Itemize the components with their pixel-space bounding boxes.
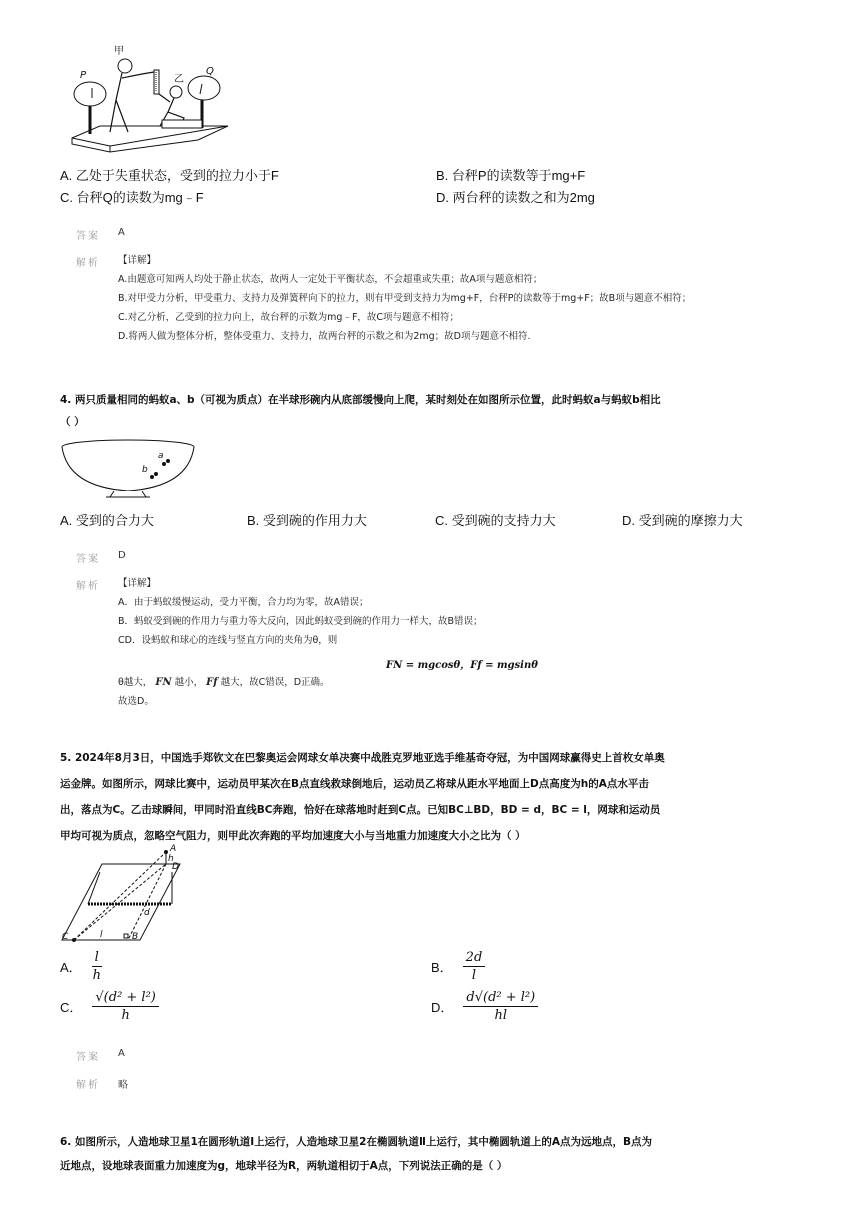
q5-stem [60, 747, 665, 851]
q5-analysis: 略 [118, 1080, 128, 1091]
q6-stem [60, 1131, 652, 1179]
q4-option-a[interactable]: A. 受到的合力大 [60, 513, 154, 528]
q5-option-a-numerator: l [92, 950, 102, 967]
q3-analysis-line: D.将两人做为整体分析，整体受重力、支持力，故两台秤的示数之和为2mg；故D项与题意不相符. [118, 331, 531, 342]
q4-option-b[interactable]: B. 受到碗的作用力大 [247, 513, 367, 528]
q3-label-yi: 乙 [174, 74, 184, 85]
q3-option-a[interactable]: A. 乙处于失重状态，受到的拉力小于F [60, 168, 279, 183]
q4-conclusion-fn: FN [155, 677, 172, 688]
q4-analysis [118, 577, 818, 653]
q5-stem-line: 5. 2024年8月3日，中国选手郑钦文在巴黎奥运会网球女单决赛中战胜克罗地亚选手维基奇夺冠，为中国网球赢得史上首枚女单奥 [60, 752, 665, 764]
q5-label-d-point: D [172, 862, 179, 872]
q4-conclusion-text: θ越大， [118, 677, 153, 688]
q3-analysis [118, 254, 691, 349]
q5-option-d[interactable] [431, 990, 538, 1023]
q4-label-b: b [142, 465, 148, 475]
q4-label-a: a [158, 451, 164, 461]
q4-analysis-head: 【详解】 [118, 578, 157, 589]
q3-analysis-line: A.由题意可知两人均处于静止状态，故两人一定处于平衡状态，不会超重或失重；故A项与题意相符； [118, 274, 543, 285]
q5-label-l: l [100, 930, 103, 940]
q5-analysis-label: 解析 [76, 1080, 100, 1091]
q5-option-a-fraction [92, 950, 102, 983]
q4-figure [58, 437, 198, 501]
q4-option-c[interactable]: C. 受到碗的支持力大 [435, 513, 556, 528]
q3-option-b[interactable]: B. 台秤P的读数等于mg+F [436, 168, 586, 183]
q5-option-c-denominator: h [121, 1008, 130, 1023]
q5-option-d-fraction [463, 990, 538, 1023]
q3-analysis-label: 解析 [76, 258, 100, 269]
q4-analysis-a: A．由于蚂蚁缓慢运动，受力平衡，合力均为零，故A错误； [118, 597, 369, 608]
q5-option-b-numerator: 2d [463, 950, 486, 967]
q5-option-c-fraction [92, 990, 159, 1023]
q3-answer: A [118, 227, 125, 238]
q5-option-d-denominator: hl [494, 1008, 508, 1023]
q5-option-b-fraction [463, 950, 486, 983]
q5-option-d-label: D． [431, 1000, 454, 1015]
q3-label-q: Q [206, 66, 214, 77]
q5-label-c: C [62, 932, 69, 942]
q4-stem-line: （ ） [60, 416, 85, 428]
q5-stem-line: 运金牌。如图所示，网球比赛中，运动员甲某次在B点直线救球倒地后，运动员乙将球从距水平地面上D点高度为h的A点水平击 [60, 778, 649, 790]
q3-option-c[interactable]: C. 台秤Q的读数为mg﹣F [60, 190, 204, 205]
q3-analysis-line: B.对甲受力分析，甲受重力、支持力及弹簧秤向下的拉力，则有甲受到支持力为mg+F，台秤P的读数等于mg+F；故B项与题意不相符； [118, 293, 692, 304]
q3-analysis-line: C.对乙分析，乙受到的拉力向上，故台秤的示数为mg﹣F，故C项与题意不相符； [118, 312, 460, 323]
q5-answer: A [118, 1048, 125, 1059]
q3-analysis-line: 【详解】 [118, 255, 157, 266]
q5-option-b-label: B． [431, 960, 453, 975]
q4-conclusion-text: 越小， [174, 677, 204, 688]
q5-option-a-denominator: h [92, 968, 101, 983]
q5-stem-line: 出，落点为C。乙击球瞬间，甲同时沿直线BC奔跑，恰好在球落地时赶到C点。已知BC⊥BD，BD = d，BC = l，网球和运动员 [60, 804, 661, 816]
q5-label-a: A [170, 844, 177, 854]
q5-option-b-denominator: l [471, 968, 477, 983]
q5-figure [60, 842, 190, 946]
q3-label-jia: 甲 [114, 46, 124, 57]
q6-stem-line: 近地点，设地球表面重力加速度为g，地球半径为R，两轨道相切于A点，下列说法正确的是（ ） [60, 1160, 508, 1172]
q5-label-h: h [168, 854, 174, 864]
q3-option-d[interactable]: D. 两台秤的读数之和为2mg [436, 190, 595, 205]
q5-option-a[interactable] [60, 950, 102, 983]
q4-conclusion [118, 676, 330, 689]
q4-analysis-cd: CD．设蚂蚁和球心的连线与竖直方向的夹角为θ，则 [118, 635, 338, 646]
q5-label-b: B [132, 932, 139, 942]
q3-figure [70, 40, 230, 155]
q4-final: 故选D。 [118, 696, 154, 707]
q4-answer: D [118, 550, 126, 561]
q4-conclusion-text: 越大，故C错误，D正确。 [220, 677, 330, 688]
q4-bowl-drawing [58, 437, 198, 501]
q5-answer-label: 答案 [76, 1052, 100, 1063]
q4-option-d[interactable]: D. 受到碗的摩擦力大 [622, 513, 743, 528]
q3-label-p: P [80, 70, 87, 81]
q4-answer-label: 答案 [76, 554, 100, 565]
q5-option-c-numerator: √(d² + l²) [92, 990, 159, 1007]
q3-answer-label: 答案 [76, 231, 100, 242]
q5-option-a-label: A． [60, 960, 82, 975]
q5-stem-line: 甲均可视为质点，忽略空气阻力，则甲此次奔跑的平均加速度大小与当地重力加速度大小之比为（ ） [60, 830, 526, 842]
q5-option-c[interactable] [60, 990, 159, 1023]
q5-option-c-label: C． [60, 1000, 83, 1015]
q5-option-d-numerator: d√(d² + l²) [463, 990, 538, 1007]
q5-option-b[interactable] [431, 950, 485, 983]
q3-figure-drawing [70, 40, 230, 155]
q4-conclusion-ff: Ff [206, 677, 218, 688]
q4-stem-line: 4. 两只质量相同的蚂蚁a、b（可视为质点）在半球形碗内从底部缓慢向上爬，某时刻处在如图所示位置，此时蚂蚁a与蚂蚁b相比 [60, 394, 661, 406]
q6-stem-line: 6. 如图所示，人造地球卫星1在圆形轨道Ⅰ上运行，人造地球卫星2在椭圆轨道Ⅱ上运行，其中椭圆轨道上的A点为远地点，B点为 [60, 1136, 653, 1148]
q5-label-d: d [144, 908, 150, 918]
q4-analysis-b: B．蚂蚁受到碗的作用力与重力等大反向，因此蚂蚁受到碗的作用力一样大，故B错误； [118, 616, 483, 627]
q4-analysis-label: 解析 [76, 581, 100, 592]
q4-formula: FN = mgcosθ，Ff = mgsinθ [386, 660, 538, 671]
